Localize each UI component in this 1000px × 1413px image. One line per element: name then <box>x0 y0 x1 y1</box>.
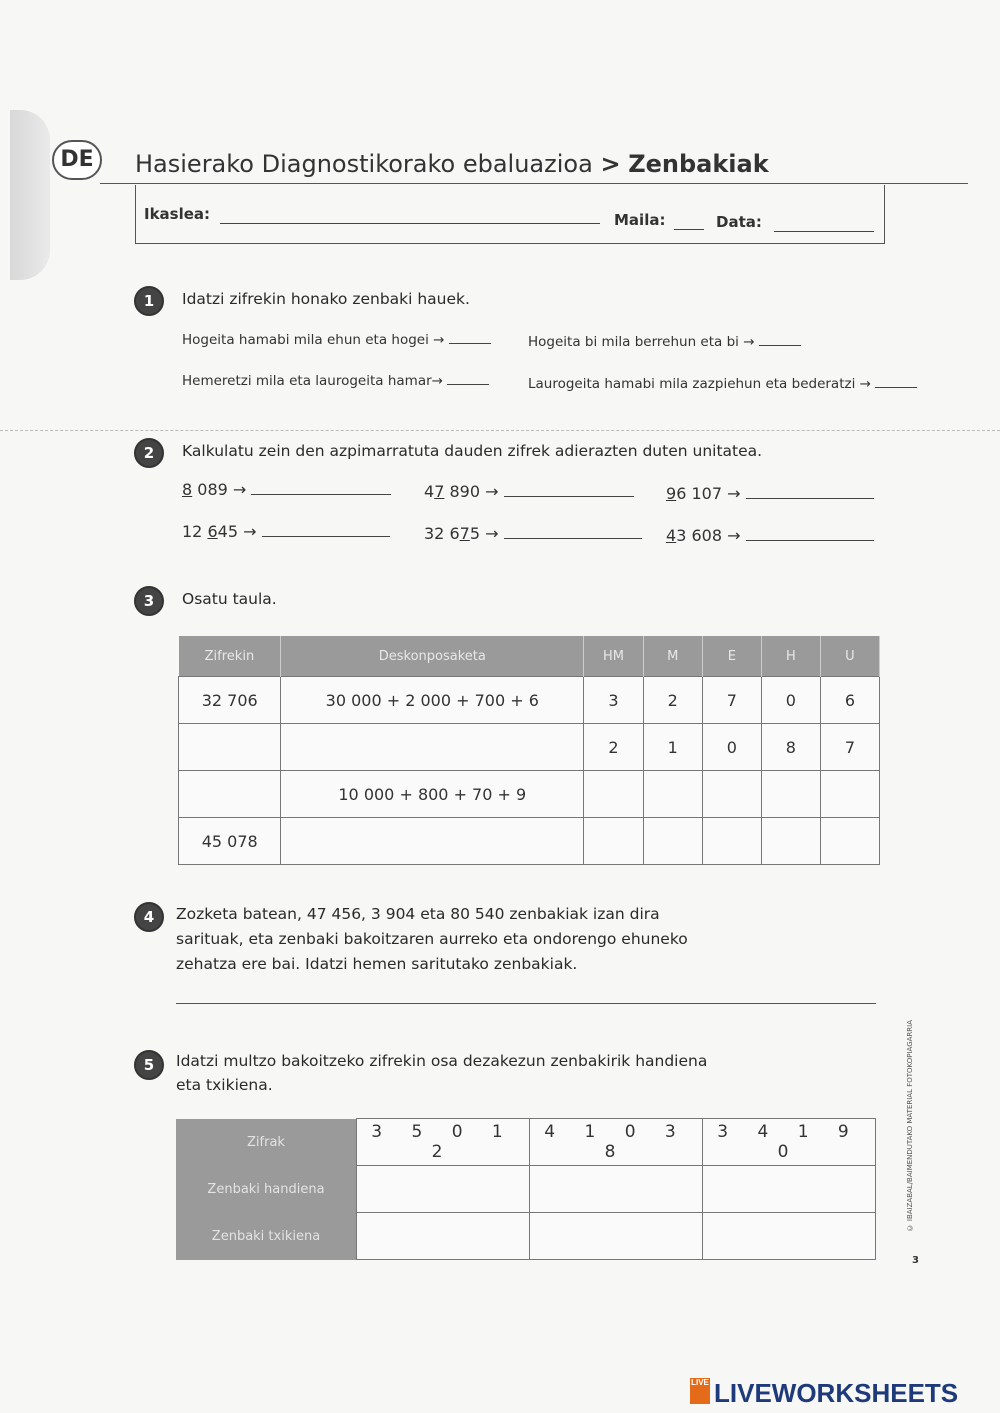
cell: 6 <box>820 677 879 724</box>
table-row <box>179 771 880 818</box>
question-2-prompt: Kalkulatu zein den azpimarratuta dauden zifrek adierazten duten unitatea. <box>182 442 763 460</box>
cell: 3 <box>584 677 643 724</box>
answer-cell[interactable] <box>703 1166 876 1213</box>
student-info-box <box>135 185 885 244</box>
q4-answer-line[interactable] <box>176 1003 876 1004</box>
cell: 8 <box>761 724 820 771</box>
title-main: Hasierako Diagnostikorako ebaluazioa <box>135 150 593 178</box>
cell: 1 <box>643 724 702 771</box>
q2-answer-1[interactable] <box>251 494 391 495</box>
table-row <box>176 1213 876 1260</box>
answer-cell[interactable] <box>357 1166 530 1213</box>
q2-answer-5[interactable] <box>504 538 642 539</box>
q1-answer-4[interactable] <box>875 387 917 388</box>
cell: 30 000 + 2 000 + 700 + 6 <box>281 677 584 724</box>
student-label: Ikaslea: <box>144 205 211 223</box>
q2-item-1: 8 089 → <box>182 480 391 499</box>
question-1-number: 1 <box>134 286 164 316</box>
cell: 32 706 <box>179 677 281 724</box>
q2-answer-2[interactable] <box>504 496 634 497</box>
digit-set: 4 1 0 3 8 <box>530 1119 703 1166</box>
digit-set: 3 4 1 9 0 <box>703 1119 876 1166</box>
answer-cell[interactable] <box>530 1166 703 1213</box>
q2-answer-3[interactable] <box>746 498 874 499</box>
q2-item-4: 12 645 → <box>182 522 390 541</box>
q2-item-6: 43 608 → <box>666 526 874 545</box>
table-row <box>179 724 880 771</box>
answer-cell[interactable] <box>761 818 820 865</box>
place-value-table <box>178 636 880 865</box>
q1-item-3: Hemeretzi mila eta laurogeita hamar→ <box>182 373 489 389</box>
title-separator: > <box>600 150 621 178</box>
question-2-number: 2 <box>134 438 164 468</box>
question-4-line-3: zehatza ere bai. Idatzi hemen saritutako zenbakiak. <box>176 955 578 973</box>
live-badge-icon: LIVE <box>690 1378 710 1404</box>
row-header: Zifrak <box>176 1119 357 1166</box>
row-header: Zenbaki txikiena <box>176 1213 357 1260</box>
divider <box>0 430 1000 431</box>
answer-cell[interactable] <box>643 818 702 865</box>
col-header: E <box>702 636 761 677</box>
answer-cell[interactable] <box>281 818 584 865</box>
col-header: U <box>820 636 879 677</box>
table-row <box>176 1119 876 1166</box>
cell: 2 <box>643 677 702 724</box>
answer-cell[interactable] <box>357 1213 530 1260</box>
date-label: Data: <box>716 213 762 231</box>
cell: 0 <box>702 724 761 771</box>
answer-cell[interactable] <box>820 818 879 865</box>
answer-cell[interactable] <box>281 724 584 771</box>
q1-item-2: Hogeita bi mila berrehun eta bi → <box>528 334 801 350</box>
student-name-field[interactable] <box>220 207 600 224</box>
brand-text: LIVEWORKSHEETS <box>714 1378 959 1408</box>
question-1-prompt: Idatzi zifrekin honako zenbaki hauek. <box>182 290 470 308</box>
answer-cell[interactable] <box>179 724 281 771</box>
cell: 10 000 + 800 + 70 + 9 <box>281 771 584 818</box>
table-row <box>179 818 880 865</box>
row-header: Zenbaki handiena <box>176 1166 357 1213</box>
answer-cell[interactable] <box>820 771 879 818</box>
answer-cell[interactable] <box>643 771 702 818</box>
digits-table <box>176 1118 876 1260</box>
answer-cell[interactable] <box>702 818 761 865</box>
question-3-number: 3 <box>134 586 164 616</box>
q2-item-2: 47 890 → <box>424 482 634 501</box>
cell: 2 <box>584 724 643 771</box>
answer-cell[interactable] <box>703 1213 876 1260</box>
q1-answer-1[interactable] <box>449 343 491 344</box>
answer-cell[interactable] <box>179 771 281 818</box>
question-4-number: 4 <box>134 902 164 932</box>
q2-item-5: 32 675 → <box>424 524 642 543</box>
q2-answer-6[interactable] <box>746 540 874 541</box>
title-rule <box>100 183 968 184</box>
liveworksheets-logo <box>690 1378 958 1409</box>
q1-answer-2[interactable] <box>759 345 801 346</box>
q2-answer-4[interactable] <box>262 536 390 537</box>
page-title <box>135 150 769 178</box>
col-header: Deskonposaketa <box>281 636 584 677</box>
cell: 7 <box>820 724 879 771</box>
question-3-prompt: Osatu taula. <box>182 590 277 608</box>
question-4-line-1: Zozketa batean, 47 456, 3 904 eta 80 540 zenbakiak izan dira <box>176 905 660 923</box>
col-header: H <box>761 636 820 677</box>
answer-cell[interactable] <box>530 1213 703 1260</box>
de-badge: DE <box>52 140 102 180</box>
digit-set: 3 5 0 1 2 <box>357 1119 530 1166</box>
question-5-line-2: eta txikiena. <box>176 1076 273 1094</box>
question-4-line-2: sarituak, eta zenbaki bakoitzaren aurreko eta ondorengo ehuneko <box>176 930 688 948</box>
level-label: Maila: <box>614 211 666 229</box>
level-field[interactable] <box>674 213 704 230</box>
q1-item-1: Hogeita hamabi mila ehun eta hogei → <box>182 332 491 348</box>
copyright-side-text: © IBAIZABAL/BAIMENDUTAKO MATERIAL FOTOKOPIAGARRIA <box>906 1020 914 1232</box>
col-header: Zifrekin <box>179 636 281 677</box>
q2-item-3: 96 107 → <box>666 484 874 503</box>
answer-cell[interactable] <box>702 771 761 818</box>
page-number: 3 <box>912 1255 919 1266</box>
answer-cell[interactable] <box>761 771 820 818</box>
cell: 0 <box>761 677 820 724</box>
q1-answer-3[interactable] <box>447 384 489 385</box>
cell: 7 <box>702 677 761 724</box>
cell: 45 078 <box>179 818 281 865</box>
answer-cell[interactable] <box>584 771 643 818</box>
date-field[interactable] <box>774 215 874 232</box>
col-header: HM <box>584 636 643 677</box>
table-row <box>179 677 880 724</box>
answer-cell[interactable] <box>584 818 643 865</box>
table-header-row <box>179 636 880 677</box>
col-header: M <box>643 636 702 677</box>
corner-shade <box>10 110 50 280</box>
title-topic: Zenbakiak <box>628 150 769 178</box>
question-5-number: 5 <box>134 1050 164 1080</box>
q1-item-4: Laurogeita hamabi mila zazpiehun eta bederatzi → <box>528 376 917 392</box>
table-row <box>176 1166 876 1213</box>
question-5-line-1: Idatzi multzo bakoitzeko zifrekin osa dezakezun zenbakirik handiena <box>176 1052 708 1070</box>
